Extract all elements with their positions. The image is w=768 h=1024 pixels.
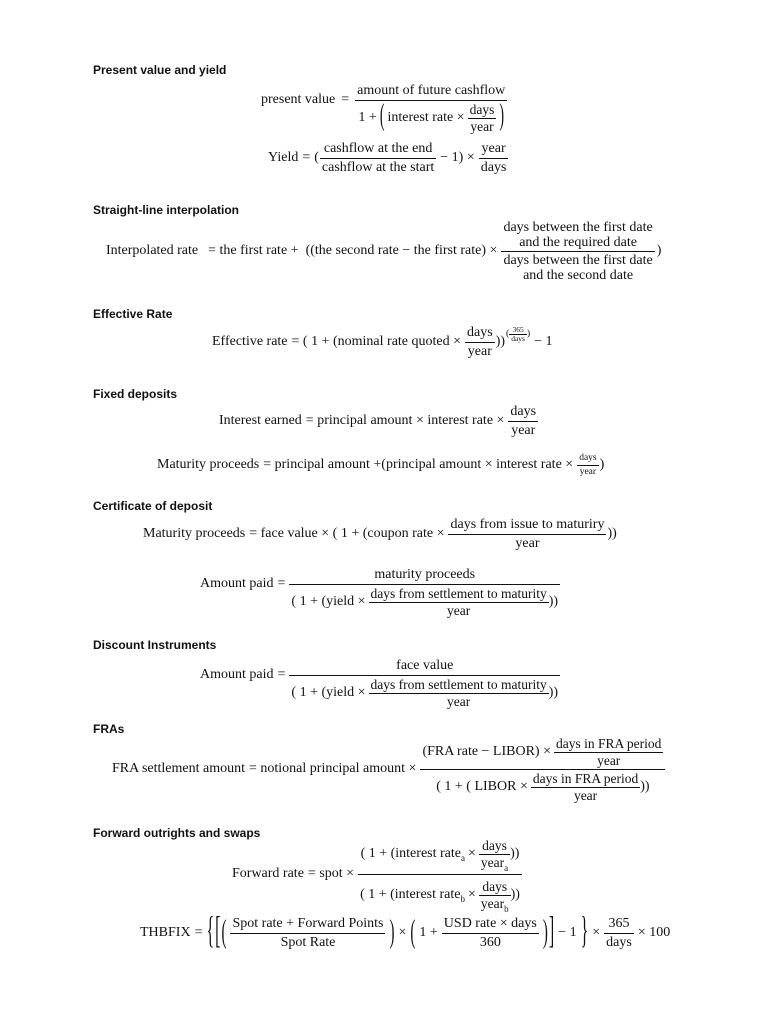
fraction [554, 736, 663, 768]
operator-term: − 1 [558, 925, 577, 940]
right-paren: )) [495, 334, 506, 349]
denominator: year [369, 602, 549, 618]
numerator: 365 [512, 325, 524, 334]
formula-effective-rate [212, 324, 553, 360]
fraction [289, 641, 560, 709]
operator-term: ( 1 + (yield × [291, 685, 366, 700]
subscript: b [504, 904, 509, 914]
operator-term [361, 846, 465, 863]
equals-sign: = [194, 925, 203, 940]
numerator: days [482, 838, 507, 853]
fraction [501, 219, 654, 283]
formula-label: Yield [268, 150, 299, 165]
right-paren: )) [548, 685, 559, 700]
fraction [358, 834, 522, 914]
numerator: year [481, 141, 506, 156]
denominator: year [554, 752, 663, 768]
denominator [420, 769, 665, 803]
subscript: a [460, 852, 465, 863]
numerator: amount of future cashflow [357, 83, 506, 98]
multiply-sign: × [467, 846, 476, 861]
equals-sign: = [302, 150, 311, 165]
operator-term: = principal amount +(principal amount × interest rate × [263, 457, 574, 472]
heading-fras: FRAs [93, 722, 125, 736]
denominator: year [465, 342, 495, 360]
formula-yield [268, 140, 508, 176]
fraction [442, 915, 539, 951]
fraction [531, 771, 640, 803]
numerator: cashflow at the end [323, 141, 433, 156]
subscript: a [504, 863, 509, 873]
fraction [508, 403, 538, 439]
numerator: days from settlement to maturity [370, 677, 547, 692]
right-paren: )) [640, 779, 650, 794]
opening-delimiters [206, 911, 227, 953]
formula-label: FRA settlement amount [112, 761, 245, 776]
equals-sign: = [341, 92, 350, 107]
formula-forward-rate [232, 834, 522, 914]
left-paren: ( [410, 915, 416, 951]
numerator-line: and the required date [519, 235, 637, 250]
numerator: days in FRA period [532, 771, 639, 786]
operator-term: (FRA rate − LIBOR) × [422, 744, 551, 759]
denominator [289, 584, 560, 618]
denominator [289, 675, 560, 709]
left-brace: { [206, 911, 215, 953]
operator-term: = the first rate + [208, 243, 299, 258]
operator-term: = face value × ( 1 + (coupon rate × [249, 526, 445, 541]
term-text: ( 1 + (interest rate [360, 886, 461, 902]
numerator: face value [396, 658, 454, 673]
formula-label: Maturity proceeds [143, 526, 246, 541]
fraction [479, 835, 510, 873]
formula-label: Interest earned [219, 413, 302, 428]
fraction [320, 140, 436, 176]
fraction [468, 102, 497, 134]
right-bracket: ] [548, 911, 555, 953]
numerator: days [467, 325, 493, 340]
formula-label: THBFIX [140, 925, 191, 940]
right-paren: ) [389, 915, 395, 951]
formula-fra-settlement [112, 735, 665, 803]
numerator [358, 835, 522, 874]
right-paren: )) [607, 526, 617, 541]
heading-present-value-and-yield: Present value and yield [93, 63, 227, 77]
denominator [479, 854, 510, 873]
denominator: days [511, 334, 525, 343]
fraction [420, 735, 665, 803]
operator-term: ((the second rate − the first rate) × [305, 243, 498, 258]
heading-discount-instruments: Discount Instruments [93, 638, 217, 652]
operator-term: = notional principal amount × [249, 761, 417, 776]
operator-term [360, 887, 465, 904]
numerator [501, 220, 654, 251]
fraction [479, 876, 511, 914]
operator-term: − 1 [534, 334, 553, 349]
denominator: year [508, 421, 538, 439]
fraction [355, 66, 507, 134]
fraction [509, 325, 527, 343]
denominator-line: days between the first date [503, 253, 653, 268]
numerator: days from settlement to maturity [370, 586, 547, 601]
right-paren: )) [510, 846, 520, 861]
term-text: year [480, 896, 505, 911]
right-paren: )) [548, 594, 559, 609]
left-paren: ( [379, 100, 385, 134]
denominator: cashflow at the start [321, 160, 435, 175]
denominator: year [369, 693, 549, 709]
right-paren: )) [510, 887, 520, 902]
left-bracket: [ [215, 911, 221, 953]
denominator-text [481, 897, 509, 914]
denominator: days [480, 160, 507, 175]
fraction [369, 586, 549, 618]
operator-term: ( 1 + ( LIBOR × [436, 779, 528, 794]
numerator [420, 736, 665, 769]
denominator: year [577, 465, 598, 478]
denominator: year [448, 534, 606, 552]
fraction [604, 915, 634, 951]
fraction [479, 140, 509, 176]
fraction [577, 452, 598, 478]
formula-label: Effective rate [212, 334, 288, 349]
operator-term: = spot × [307, 866, 355, 881]
formula-amount-paid-cd [200, 550, 560, 618]
term-text: year [480, 855, 505, 870]
heading-effective-rate: Effective Rate [93, 307, 173, 321]
term-text: ( 1 + (interest rate [360, 845, 461, 861]
denominator: Spot Rate [230, 933, 385, 951]
right-paren: ) [542, 915, 548, 951]
operator-term: 1 + [358, 110, 377, 125]
numerator: maturity proceeds [374, 567, 476, 582]
fraction [448, 516, 606, 552]
denominator [355, 100, 507, 134]
closing-delimiters [542, 911, 555, 953]
operator-term: ( 1 + (yield × [291, 594, 366, 609]
formula-maturity-proceeds-deposit [157, 452, 604, 478]
operator-term: interest rate × [387, 110, 465, 125]
denominator [501, 251, 654, 283]
formula-amount-paid-discount [200, 641, 560, 709]
formula-label: Interpolated rate [106, 243, 199, 258]
denominator: year [468, 118, 497, 134]
heading-forward-outrights-and-swaps: Forward outrights and swaps [93, 826, 261, 840]
heading-certificate-of-deposit: Certificate of deposit [93, 499, 213, 513]
heading-straight-line-interpolation: Straight-line interpolation [93, 203, 239, 217]
formula-thbfix [140, 911, 671, 953]
denominator: 360 [442, 933, 539, 951]
denominator: year [531, 787, 640, 803]
fraction [230, 915, 385, 951]
denominator: days [606, 935, 632, 950]
subscript: b [460, 893, 465, 904]
right-brace: } [580, 911, 589, 953]
heading-fixed-deposits: Fixed deposits [93, 387, 178, 401]
numerator: USD rate × days [443, 916, 537, 931]
formula-label: present value [261, 92, 336, 107]
numerator-line: days between the first date [503, 220, 653, 235]
numerator: Spot rate + Forward Points [232, 916, 384, 931]
formula-label: Amount paid [200, 576, 274, 591]
right-paren: ) [599, 457, 605, 472]
denominator [479, 895, 511, 914]
left-paren: ( [314, 150, 319, 165]
numerator: days from issue to maturiry [450, 517, 605, 532]
fraction [289, 550, 560, 618]
superscript-exponent [506, 325, 530, 343]
multiply-sign: × [398, 925, 407, 940]
numerator: days [469, 102, 495, 117]
left-paren: ( [506, 328, 510, 339]
numerator: 365 [608, 916, 630, 931]
denominator-text [481, 856, 508, 873]
formula-maturity-proceeds-cd [143, 516, 617, 552]
denominator [358, 874, 522, 914]
right-paren: ) [499, 100, 505, 134]
denominator-line: and the second date [523, 268, 634, 283]
numerator: days [482, 879, 508, 894]
right-paren: ) [656, 243, 662, 258]
operator-term: = principal amount × interest rate × [305, 413, 505, 428]
formula-label: Amount paid [200, 667, 274, 682]
multiply-sign: × [467, 887, 476, 902]
equals-sign: = [277, 576, 286, 591]
numerator: days in FRA period [556, 736, 662, 751]
formula-label: Maturity proceeds [157, 457, 260, 472]
formula-interest-earned [219, 403, 538, 439]
formula-present-value [261, 66, 507, 134]
formula-interpolated-rate [106, 219, 661, 283]
fraction [369, 677, 549, 709]
operator-term: − 1) × [440, 150, 475, 165]
right-paren: ) [526, 328, 531, 339]
numerator: days [579, 453, 597, 463]
operator-term: × 100 [637, 925, 671, 940]
fraction [465, 324, 495, 360]
operator-term: 1 + [419, 925, 438, 940]
operator-term: = ( 1 + (nominal rate quoted × [291, 334, 462, 349]
numerator: days [510, 404, 537, 419]
equals-sign: = [277, 667, 286, 682]
formula-label: Forward rate [232, 866, 304, 881]
left-paren: ( [221, 915, 227, 951]
multiply-sign: × [592, 925, 601, 940]
